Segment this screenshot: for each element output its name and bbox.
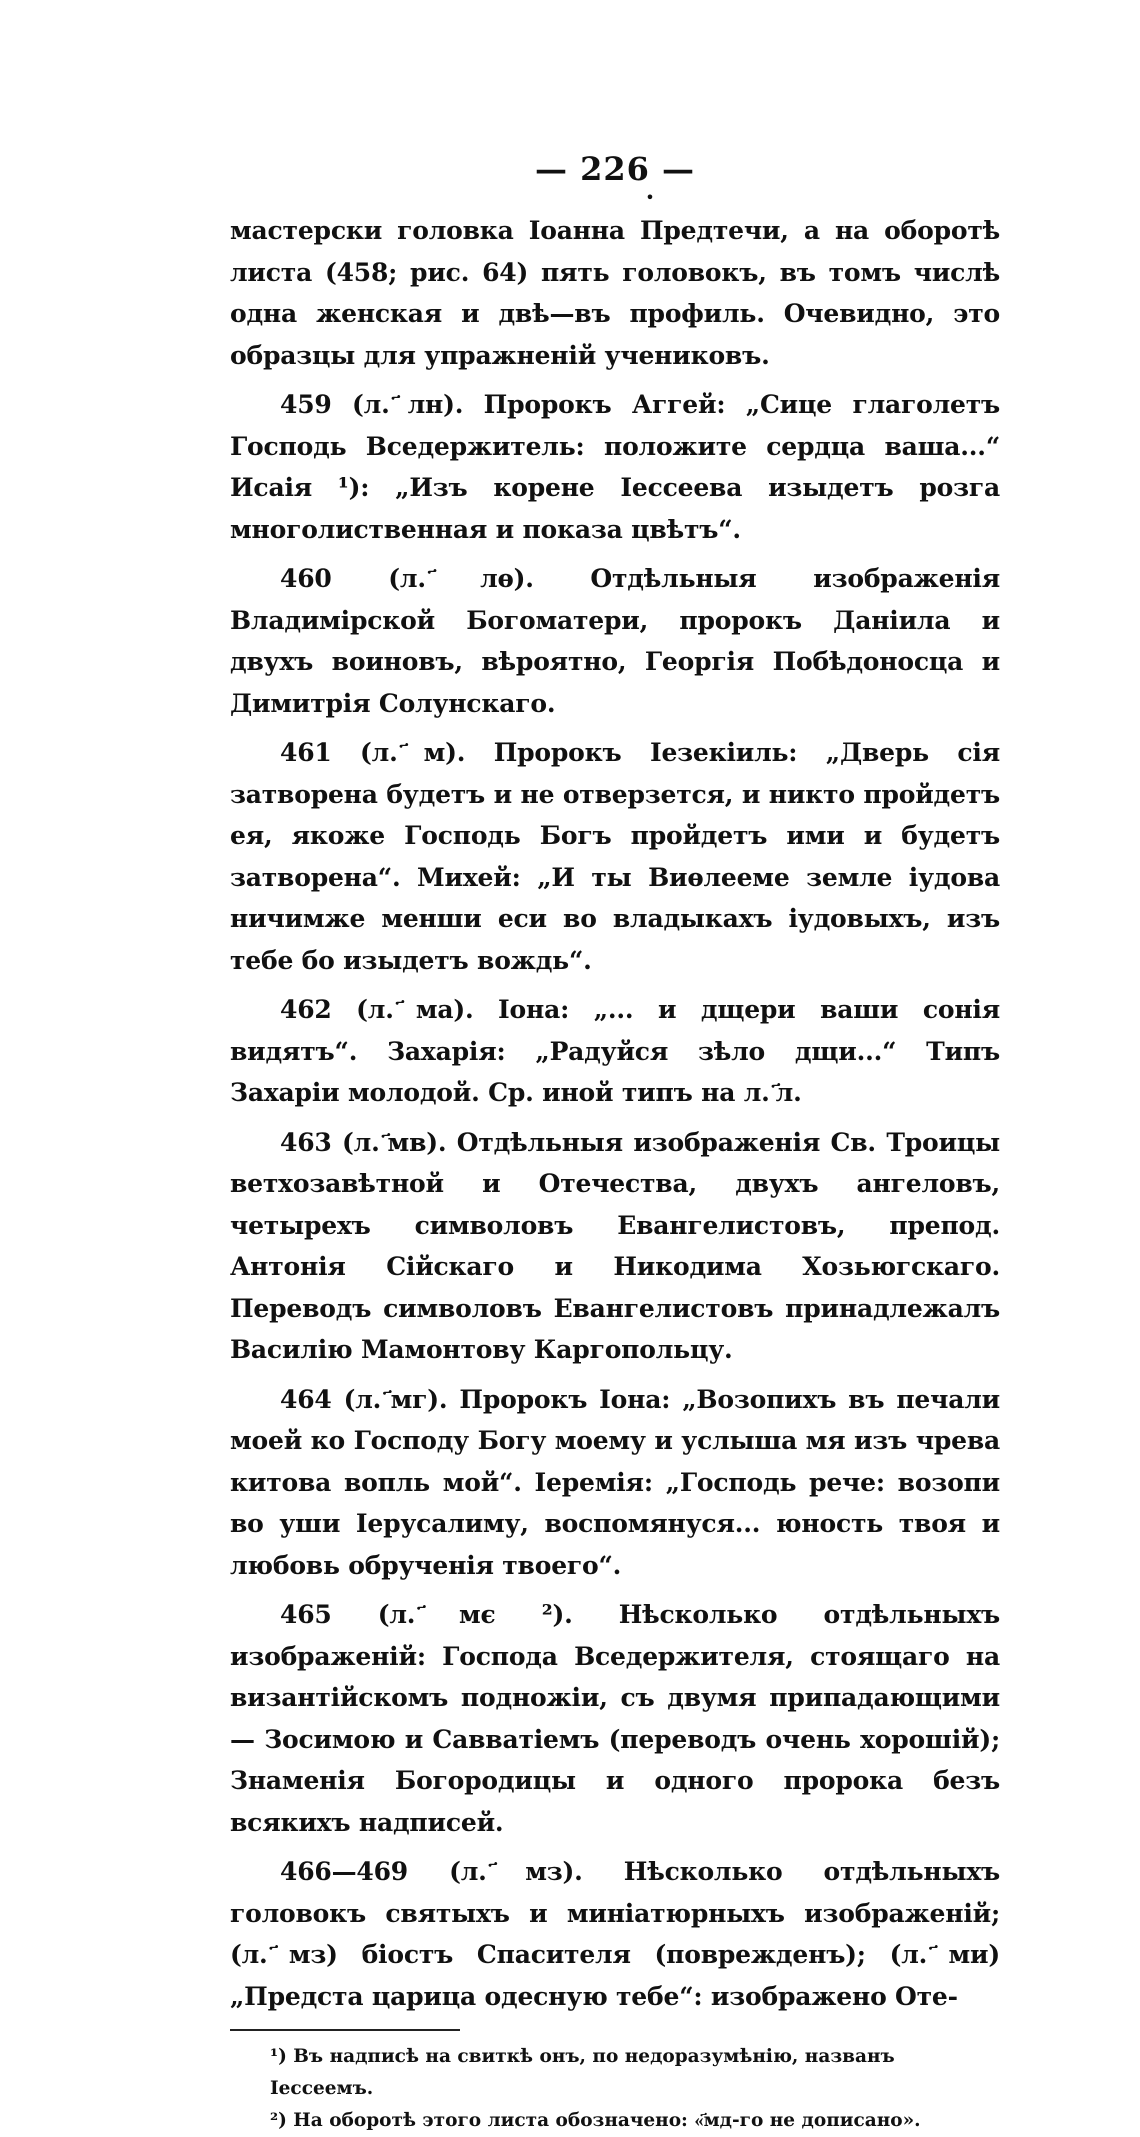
- footnote-divider: [230, 2029, 460, 2031]
- paragraph-464: 464 (л. ҃мг). Пророкъ Іона: „Возопихъ въ печали моей ко Господу Богу моему и услыша мя изъ чрева китова вопль мой“. Іеремія: „Господь рече: возопи во уши Іерусалиму, воспомянуся... юность твоя и любовь обрученія твоего“.: [230, 1384, 1000, 1580]
- body-text: [230, 210, 1000, 2017]
- paragraph-461: 461 (л. ҃м). Пророкъ Іезекіиль: „Дверь сія затворена будетъ и не отверзется, и никто пройдетъ ея, якоже Господь Богъ пройдетъ ими и будетъ затворена“. Михей: „И ты Виѳлееме земле іудова ничимже менши еси во владыкахъ іудовыхъ, изъ тебе бо изыдетъ вождь“.: [230, 738, 1000, 975]
- footnotes: [230, 2041, 1000, 2137]
- paragraph-465: 465 (л. ҃мє ²). Нѣсколько отдѣльныхъ изображеній: Господа Вседержителя, стоящаго на византійскомъ подножіи, съ двумя припадающими — Зосимою и Савватіемъ (переводъ очень хорошій); Знаменія Богородицы и одного пророка безъ всякихъ надписей.: [230, 1600, 1000, 1837]
- page-number: — 226 —: [534, 150, 696, 188]
- paragraph-459: 459 (л. ҃лн). Пророкъ Аггей: „Сице глаголетъ Господь Вседержитель: положите сердца ваша...“ Исаія ¹): „Изъ корене Іессеева изыдетъ розга многолиственная и показа цвѣтъ“.: [230, 390, 1000, 544]
- book-page: [230, 150, 1000, 2137]
- paragraph-462: 462 (л. ҃ма). Іона: „... и дщери ваши сонія видятъ“. Захарія: „Радуйся зѣло дщи...“ Типъ Захаріи молодой. Ср. иной типъ на л. ҃л.: [230, 995, 1000, 1107]
- paragraph-460: 460 (л. ҃лѳ). Отдѣльныя изображенія Владимірской Богоматери, пророкъ Даніила и двухъ воиновъ, вѣроятно, Георгія Побѣдоносца и Димитрія Солунскаго.: [230, 564, 1000, 718]
- footnote-1: ¹) Въ надписѣ на свиткѣ онъ, по недоразумѣнію, названъ Іессеемъ.: [270, 2046, 895, 2099]
- printer-dot: •: [645, 188, 655, 207]
- paragraph-463: 463 (л. ҃мв). Отдѣльныя изображенія Св. Троицы ветхозавѣтной и Отечества, двухъ ангеловъ, четырехъ символовъ Евангелистовъ, препод. Антонія Сійскаго и Никодима Хозьюгскаго. Переводъ символовъ Евангелистовъ принадлежалъ Василію Мамонтову Каргопольцу.: [230, 1127, 1000, 1364]
- paragraph-continuation: мастерски головка Іоанна Предтечи, а на оборотѣ листа (458; рис. 64) пять головокъ, въ томъ числѣ одна женская и двѣ—въ профиль. Очевидно, это образцы для упражненій учениковъ.: [230, 216, 1000, 370]
- footnote-2: ²) На оборотѣ этого листа обозначено: «҃мд-го не дописано».: [270, 2110, 921, 2131]
- paragraph-466-469: 466—469 (л. ҃мз). Нѣсколько отдѣльныхъ головокъ святыхъ и миніатюрныхъ изображеній; (л. ҃мз) біостъ Спасителя (поврежденъ); (л. ҃ми) „Предста царица одесную тебе“: изображено Оте-: [230, 1857, 1000, 2011]
